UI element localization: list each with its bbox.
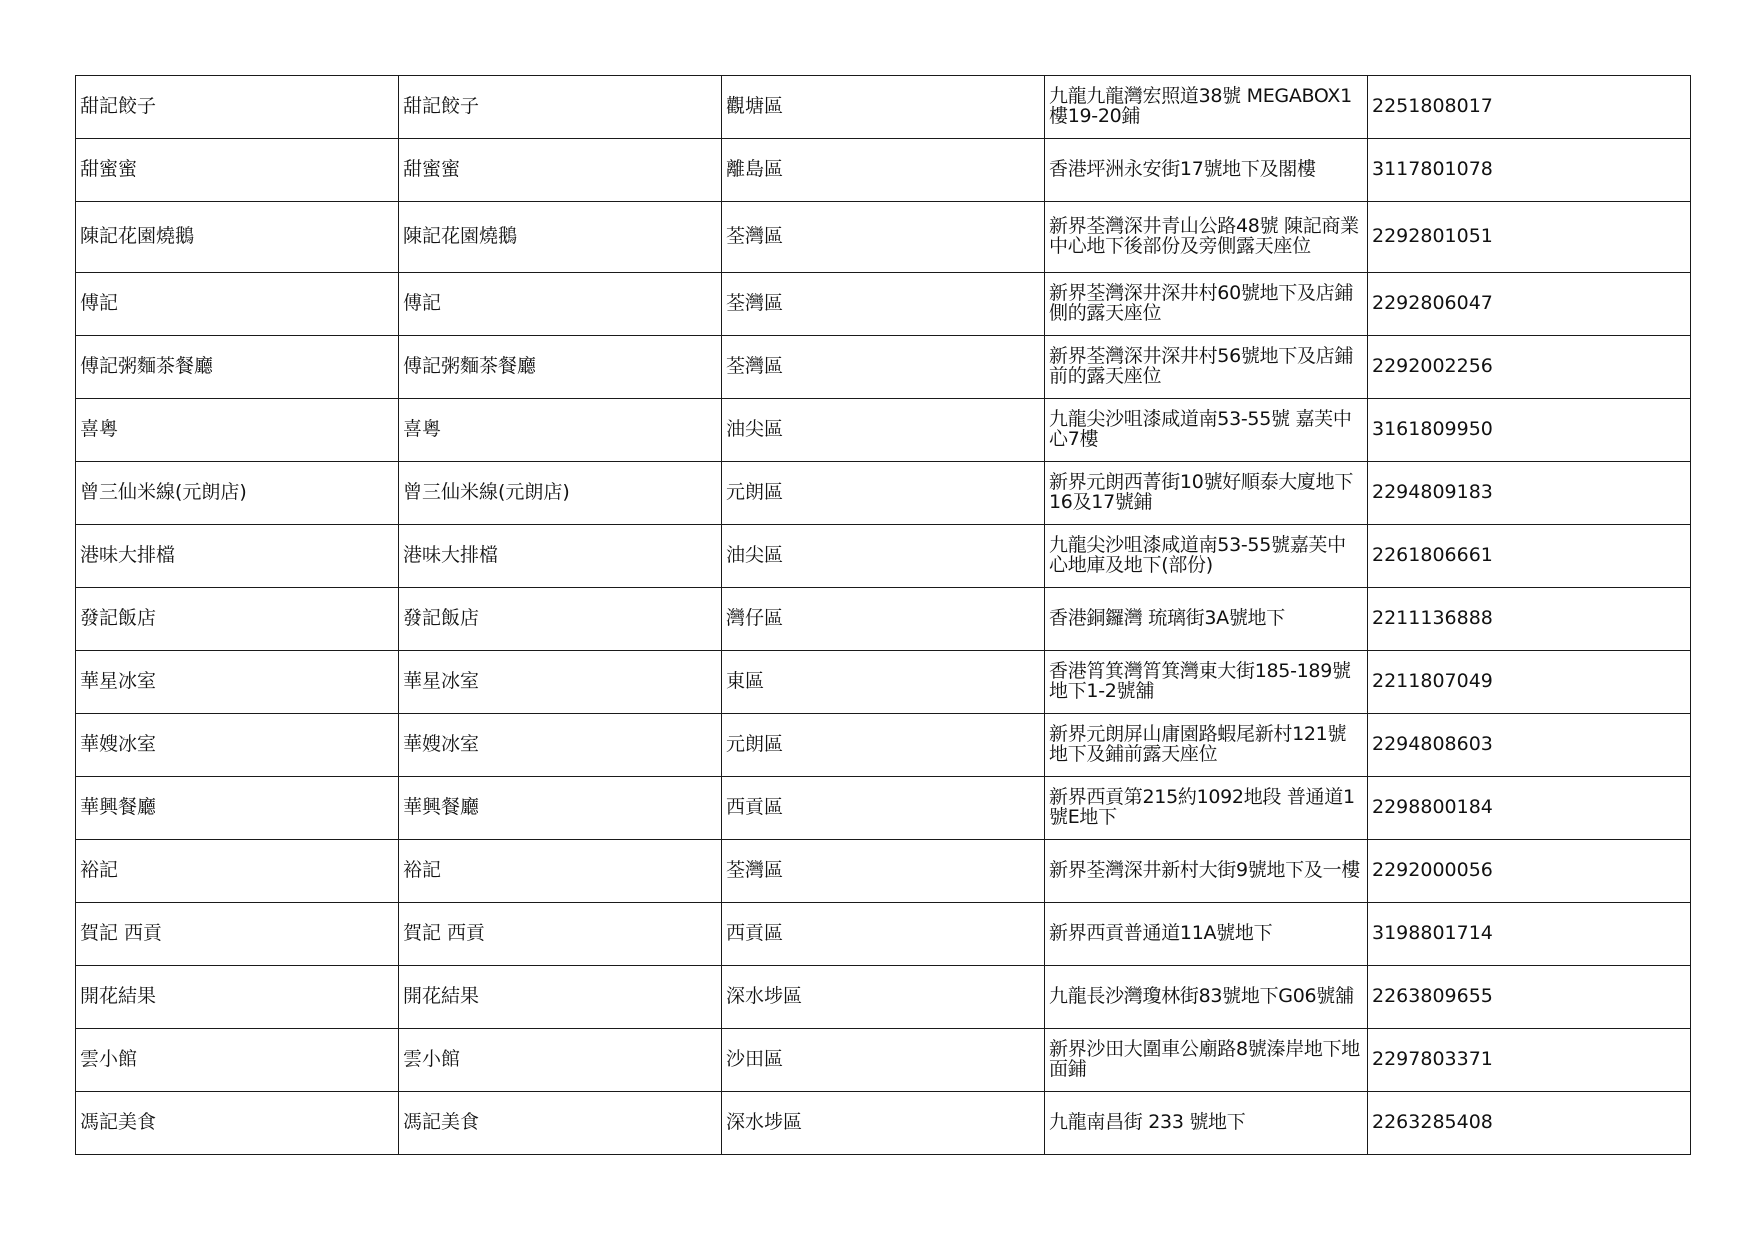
district-cell: 荃灣區	[722, 840, 1045, 903]
address-cell: 新界元朗西菁街10號好順泰大廈地下16及17號鋪	[1045, 462, 1368, 525]
address-cell: 香港銅鑼灣 琉璃街3A號地下	[1045, 588, 1368, 651]
address-cell: 新界元朗屏山庸園路蝦尾新村121號地下及鋪前露天座位	[1045, 714, 1368, 777]
premises-name-cell: 華興餐廳	[399, 777, 722, 840]
table-row	[76, 588, 1691, 651]
premises-name-cell: 裕記	[399, 840, 722, 903]
district-cell: 元朗區	[722, 714, 1045, 777]
licence-number-cell: 2263285408	[1368, 1092, 1691, 1155]
table-row	[76, 399, 1691, 462]
licence-number-cell: 2294809183	[1368, 462, 1691, 525]
table-row	[76, 1029, 1691, 1092]
address-cell: 九龍南昌街 233 號地下	[1045, 1092, 1368, 1155]
premises-name-cell: 賀記 西貢	[399, 903, 722, 966]
district-cell: 深水埗區	[722, 966, 1045, 1029]
table-row	[76, 273, 1691, 336]
licence-number-cell: 2298800184	[1368, 777, 1691, 840]
restaurant-name-cell: 華興餐廳	[76, 777, 399, 840]
address-cell: 新界西貢普通道11A號地下	[1045, 903, 1368, 966]
premises-name-cell: 傅記粥麵茶餐廳	[399, 336, 722, 399]
restaurant-name-cell: 喜粵	[76, 399, 399, 462]
address-cell: 新界沙田大圍車公廟路8號溱岸地下地面鋪	[1045, 1029, 1368, 1092]
table-row	[76, 651, 1691, 714]
address-cell: 新界西貢第215約1092地段 普通道1號E地下	[1045, 777, 1368, 840]
licence-number-cell: 3117801078	[1368, 139, 1691, 202]
address-cell: 九龍尖沙咀漆咸道南53-55號嘉芙中心地庫及地下(部份)	[1045, 525, 1368, 588]
district-cell: 元朗區	[722, 462, 1045, 525]
licence-number-cell: 2297803371	[1368, 1029, 1691, 1092]
licence-number-cell: 2292002256	[1368, 336, 1691, 399]
premises-name-cell: 港味大排檔	[399, 525, 722, 588]
district-cell: 油尖區	[722, 399, 1045, 462]
licence-number-cell: 2211136888	[1368, 588, 1691, 651]
premises-name-cell: 甜蜜蜜	[399, 139, 722, 202]
restaurant-name-cell: 甜記餃子	[76, 76, 399, 139]
restaurant-name-cell: 發記飯店	[76, 588, 399, 651]
restaurant-name-cell: 傅記	[76, 273, 399, 336]
district-cell: 西貢區	[722, 777, 1045, 840]
table-row	[76, 525, 1691, 588]
address-cell: 九龍尖沙咀漆咸道南53-55號 嘉芙中心7樓	[1045, 399, 1368, 462]
table-row	[76, 202, 1691, 273]
table-row	[76, 840, 1691, 903]
table-row	[76, 1092, 1691, 1155]
licence-number-cell: 2263809655	[1368, 966, 1691, 1029]
restaurant-name-cell: 馮記美食	[76, 1092, 399, 1155]
district-cell: 沙田區	[722, 1029, 1045, 1092]
licence-number-cell: 2261806661	[1368, 525, 1691, 588]
restaurant-name-cell: 傅記粥麵茶餐廳	[76, 336, 399, 399]
address-cell: 香港坪洲永安街17號地下及閣樓	[1045, 139, 1368, 202]
table-row	[76, 76, 1691, 139]
address-cell: 新界荃灣深井新村大街9號地下及一樓	[1045, 840, 1368, 903]
premises-name-cell: 馮記美食	[399, 1092, 722, 1155]
premises-name-cell: 喜粵	[399, 399, 722, 462]
district-cell: 東區	[722, 651, 1045, 714]
premises-name-cell: 雲小館	[399, 1029, 722, 1092]
address-cell: 新界荃灣深井青山公路48號 陳記商業中心地下後部份及旁側露天座位	[1045, 202, 1368, 273]
licence-number-cell: 2292000056	[1368, 840, 1691, 903]
licence-number-cell: 2292806047	[1368, 273, 1691, 336]
licence-number-cell: 2294808603	[1368, 714, 1691, 777]
district-cell: 灣仔區	[722, 588, 1045, 651]
premises-name-cell: 曾三仙米線(元朗店)	[399, 462, 722, 525]
address-cell: 新界荃灣深井深井村60號地下及店鋪側的露天座位	[1045, 273, 1368, 336]
licence-number-cell: 3198801714	[1368, 903, 1691, 966]
premises-name-cell: 華星冰室	[399, 651, 722, 714]
restaurant-name-cell: 開花結果	[76, 966, 399, 1029]
district-cell: 荃灣區	[722, 273, 1045, 336]
premises-name-cell: 傅記	[399, 273, 722, 336]
restaurant-name-cell: 賀記 西貢	[76, 903, 399, 966]
district-cell: 荃灣區	[722, 336, 1045, 399]
premises-name-cell: 發記飯店	[399, 588, 722, 651]
table-row	[76, 777, 1691, 840]
table-row	[76, 139, 1691, 202]
licence-number-cell: 2251808017	[1368, 76, 1691, 139]
licence-number-cell: 2211807049	[1368, 651, 1691, 714]
restaurant-name-cell: 甜蜜蜜	[76, 139, 399, 202]
restaurant-name-cell: 陳記花園燒鵝	[76, 202, 399, 273]
restaurant-name-cell: 華嫂冰室	[76, 714, 399, 777]
restaurant-name-cell: 華星冰室	[76, 651, 399, 714]
restaurant-name-cell: 雲小館	[76, 1029, 399, 1092]
address-cell: 新界荃灣深井深井村56號地下及店鋪前的露天座位	[1045, 336, 1368, 399]
premises-name-cell: 華嫂冰室	[399, 714, 722, 777]
district-cell: 西貢區	[722, 903, 1045, 966]
address-cell: 九龍長沙灣瓊林街83號地下G06號舖	[1045, 966, 1368, 1029]
district-cell: 離島區	[722, 139, 1045, 202]
table-row	[76, 336, 1691, 399]
restaurant-name-cell: 裕記	[76, 840, 399, 903]
district-cell: 觀塘區	[722, 76, 1045, 139]
table-row	[76, 966, 1691, 1029]
district-cell: 油尖區	[722, 525, 1045, 588]
restaurant-name-cell: 港味大排檔	[76, 525, 399, 588]
district-cell: 深水埗區	[722, 1092, 1045, 1155]
restaurant-name-cell: 曾三仙米線(元朗店)	[76, 462, 399, 525]
licence-number-cell: 2292801051	[1368, 202, 1691, 273]
table-row	[76, 462, 1691, 525]
table-row	[76, 714, 1691, 777]
table-body	[76, 76, 1691, 1155]
address-cell: 香港筲箕灣筲箕灣東大街185-189號地下1-2號舖	[1045, 651, 1368, 714]
table-row	[76, 903, 1691, 966]
district-cell: 荃灣區	[722, 202, 1045, 273]
licence-number-cell: 3161809950	[1368, 399, 1691, 462]
address-cell: 九龍九龍灣宏照道38號 MEGABOX1樓19-20鋪	[1045, 76, 1368, 139]
premises-name-cell: 甜記餃子	[399, 76, 722, 139]
restaurant-table	[75, 75, 1691, 1155]
premises-name-cell: 陳記花園燒鵝	[399, 202, 722, 273]
premises-name-cell: 開花結果	[399, 966, 722, 1029]
